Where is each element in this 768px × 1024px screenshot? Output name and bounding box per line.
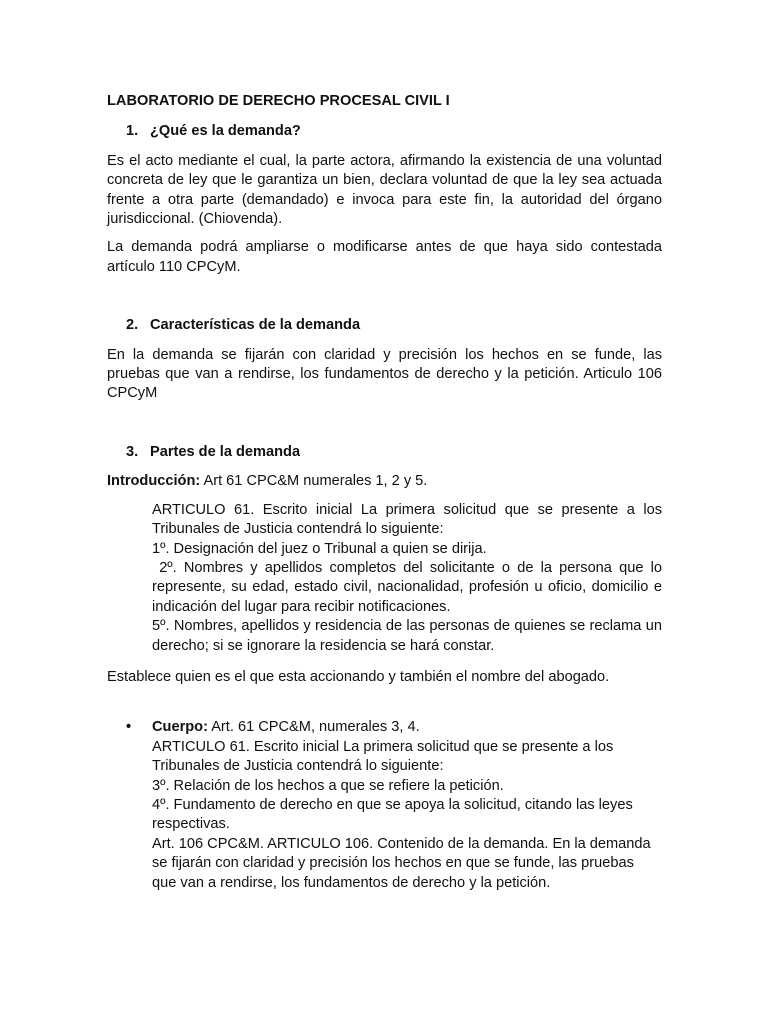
- bullet-icon: •: [126, 719, 132, 736]
- cuerpo-text: Art. 61 CPC&M, numerales 3, 4.: [207, 719, 420, 736]
- section-2-paragraph-1: En la demanda se fijarán con claridad y precisión los hechos en se funde, las pruebas que van a rendirse, los fundamentos de derecho y la petición. Articulo 106 CPCyM: [107, 346, 662, 402]
- cuerpo-item-3: 3º. Relación de los hechos a que se refiere la petición.: [152, 777, 504, 794]
- section-3-closing: Establece quien es el que esta accionando y también el nombre del abogado.: [107, 668, 610, 685]
- article-61-item-5: 5º. Nombres, apellidos y residencia de las personas de quienes se reclama un derecho; si se ignorare la residencia se hará constar.: [152, 618, 662, 654]
- introduccion-text: Art 61 CPC&M numerales 1, 2 y 5.: [200, 473, 428, 490]
- section-2-title: Características de la demanda: [150, 317, 361, 334]
- document-page: [107, 92, 667, 893]
- section-3-title: Partes de la demanda: [150, 443, 301, 460]
- section-3-heading: [126, 443, 662, 462]
- article-61-item-2: 2º. Nombres y apellidos completos del solicitante o de la persona que lo represente, su edad, estado civil, nacionalidad, profesión u oficio, domicilio e indicación del lugar para recibir notificaciones.: [152, 559, 667, 615]
- spacer: [107, 286, 662, 316]
- article-61-quote: [152, 501, 667, 656]
- spacer: [107, 413, 662, 443]
- cuerpo-article-61-header: ARTICULO 61. Escrito inicial La primera solicitud que se presente a los Tribunales de Justicia contendrá lo siguiente:: [152, 738, 614, 775]
- introduccion-label: Introducción:: [107, 473, 201, 490]
- section-2-heading: [126, 316, 662, 335]
- introduccion-line: [107, 472, 662, 491]
- cuerpo-line: [152, 718, 662, 737]
- cuerpo-label: Cuerpo:: [152, 719, 208, 736]
- section-1-heading: [126, 122, 662, 141]
- spacer: [107, 696, 662, 718]
- section-1-paragraph-1: Es el acto mediante el cual, la parte actora, afirmando la existencia de una voluntad concreta de ley que le garantiza un bien, declara voluntad de que la ley sea actuada frente a otra parte (demandado) e invoca para este fin, la autoridad del órgano jurisdiccional. (Chiovenda).: [107, 152, 662, 228]
- section-3-number: 3.: [126, 443, 139, 460]
- section-2-number: 2.: [126, 317, 139, 334]
- cuerpo-bullet-item: [126, 718, 662, 893]
- section-1-paragraph-2: La demanda podrá ampliarse o modificarse antes de que haya sido contestada artículo 110 CPCyM.: [107, 239, 662, 275]
- cuerpo-item-4: 4º. Fundamento de derecho en que se apoya la solicitud, citando las leyes respectivas.: [152, 796, 633, 833]
- section-1-title: ¿Qué es la demanda?: [150, 123, 301, 140]
- document-title: LABORATORIO DE DERECHO PROCESAL CIVIL I: [107, 93, 450, 109]
- cuerpo-article-106: Art. 106 CPC&M. ARTICULO 106. Contenido de la demanda. En la demanda se fijarán con claridad y precisión los hechos en que se funde, las pruebas que van a rendirse, los fundamentos de derecho y la petición.: [152, 835, 651, 891]
- article-61-item-1: 1º. Designación del juez o Tribunal a quien se dirija.: [152, 540, 487, 557]
- article-61-header: ARTICULO 61. Escrito inicial La primera solicitud que se presente a los Tribunales de Justicia contendrá lo siguiente:: [152, 501, 662, 538]
- section-1-number: 1.: [126, 123, 139, 140]
